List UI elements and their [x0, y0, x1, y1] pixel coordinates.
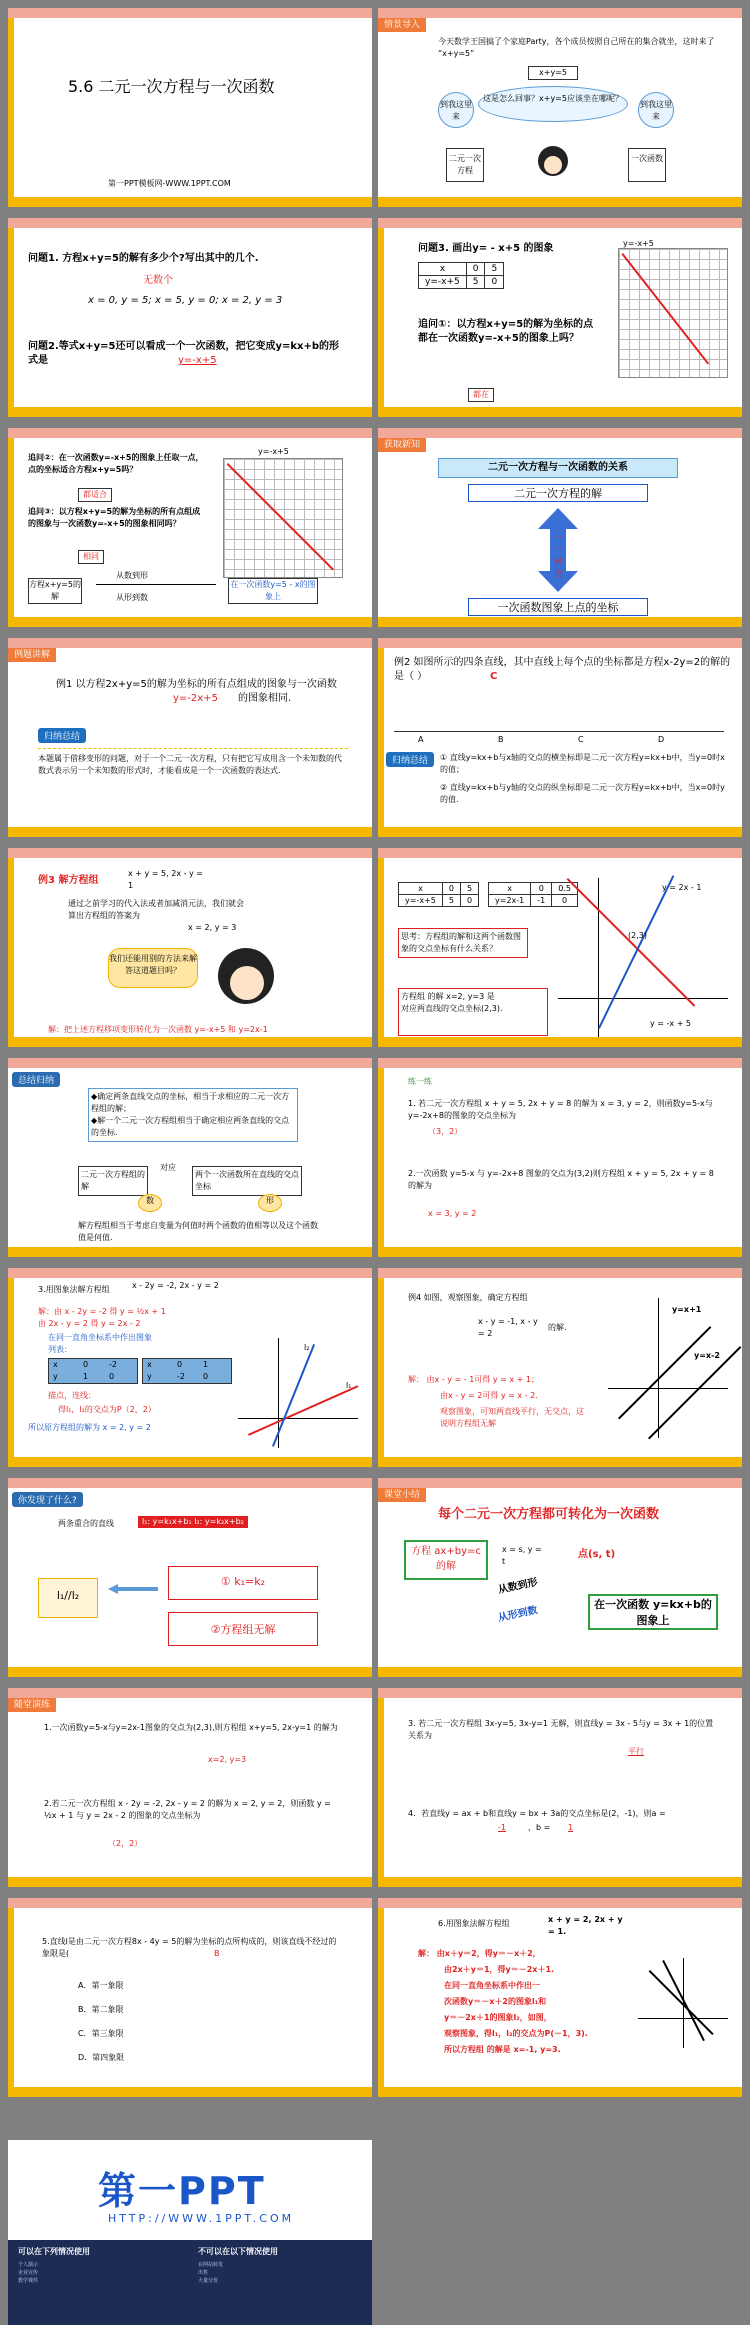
slide-example-4 [378, 1268, 742, 1467]
thought-cloud: 这是怎么回事？x+y=5应该坐在哪呢？ [478, 86, 628, 122]
step-1: 解：由 x - 2y = -2 得 y = ½x + 1 [38, 1307, 166, 1316]
drill-a5: B [214, 1949, 220, 1958]
t2-x1: 0 [531, 883, 552, 895]
col2-item-1: 在网站转发 [198, 2262, 224, 2268]
top-concept-box: 二元一次方程的解 [468, 484, 648, 502]
t1-x2: 5 [460, 883, 478, 895]
slide-example-1 [8, 638, 372, 837]
shape-to-num: 从形到数 [497, 1604, 539, 1625]
example-2-answer: C [490, 671, 498, 682]
col2-item-2: 出售 [198, 2270, 209, 2276]
discover-text: 两条重合的直线 [58, 1519, 114, 1528]
t2-y2: 0 [552, 895, 578, 907]
flow-top-label: 从数到形 [116, 571, 148, 580]
slide-sidebar [8, 18, 14, 197]
label-l1: l₁ [346, 1381, 352, 1390]
t2-y1: -1 [531, 895, 552, 907]
table-line-1 [398, 882, 479, 907]
slide-sidebar [8, 1278, 14, 1457]
tbl-y-head: y=-x+5 [419, 276, 467, 289]
practice-a2: x = 3, y = 2 [428, 1209, 477, 1218]
slide-drill-3 [8, 1898, 372, 2097]
summary-point-1: ① 直线y=kx+b与x轴的交点的横坐标即是二元一次方程y=kx+b中，当y=0时x的值； [440, 753, 725, 774]
tbl1-y2: 0 [109, 1372, 115, 1381]
ppt-logo: 第一PPT [98, 2169, 266, 2213]
slide-drill-4 [378, 1898, 742, 2097]
step-3: 在同一直角坐标系中作出图象 [48, 1333, 152, 1342]
summary-text: 本题属于借移变形的问题，对于一个二元一次方程，只有把它写成用含一个未知数的代数式表示另一个未知数的形式时，才能看成是一个一次函数的表达式. [38, 748, 348, 777]
xing-bubble: 形 [258, 1194, 282, 1212]
tbl2-y1: -2 [177, 1372, 185, 1381]
method-solution: x = 2, y = 3 [188, 923, 237, 932]
x-axis [238, 1418, 358, 1419]
drill-q5: 5.直线l是由二元一次方程8x - 4y = 5的解为坐标的点所构成的，则该直线不经过的象限是( [42, 1937, 337, 1958]
graph-label: y=-x+5 [258, 447, 289, 456]
slide-follow-ups [8, 428, 372, 627]
drill-q6: 6.用图象法解方程组 [438, 1919, 510, 1928]
col1-item-1: 个人演示 [18, 2262, 39, 2268]
slide-header: 随堂演练 [8, 1698, 56, 1712]
line-1 [618, 1326, 711, 1419]
step-2: 由 2x - y = 2 得 y = 2x - 2 [38, 1319, 141, 1328]
flow-right-box: 在一次函数y=5 - x的图象上 [228, 578, 318, 604]
option-d[interactable]: D [658, 735, 665, 744]
question-3: 问题3. 画出y= - x+5 的图象 [418, 243, 554, 254]
follow-up-1: 追问①：以方程x+y=5的解为坐标的点都在一次函数y=-x+5的图象上吗？ [418, 319, 594, 344]
speech-bubble: 我们还能用别的方法来解答这道题目吗？ [108, 948, 198, 988]
summary-points [88, 1088, 298, 1142]
option-1: ① k₁=k₂ [168, 1566, 318, 1600]
step-7: 所以原方程组的解为 x = 2, y = 2 [28, 1423, 151, 1432]
col1-item-3: 教学课件 [18, 2278, 39, 2284]
label-line-1: y=x+1 [672, 1305, 702, 1314]
answer-b: 的解 [427, 992, 444, 1001]
answer-c: x=2, y=3 是 [446, 992, 495, 1001]
tbl2-y: y [147, 1372, 152, 1381]
summary-point-1: ◆确定两条直线交点的坐标，相当于求相应的二元一次方程组的解； [91, 1092, 290, 1113]
tbl-y-1: 5 [466, 276, 485, 289]
tbl1-y: y [53, 1372, 58, 1381]
intro-text: 今天数学王国搞了个家庭Party，各个成员按照自己所在的集合就坐，这时来了 “x+y=5” [438, 37, 715, 58]
slide-sidebar [378, 228, 384, 407]
y-axis [658, 1298, 659, 1438]
option-c[interactable]: C．第三象限 [78, 2029, 124, 2038]
tbl-x-head: x [419, 263, 467, 276]
tbl2-y2: 0 [203, 1372, 209, 1381]
graph-method-q: 3.用图象法解方程组 [38, 1285, 110, 1294]
sol-line-7: 所以方程组 的解是 x=-1, y=3. [444, 2045, 561, 2054]
summary-tag: 总结归纳 [12, 1072, 60, 1087]
four-graphs [394, 692, 724, 732]
slide-header: 例题讲解 [8, 648, 56, 662]
x-axis [638, 2018, 728, 2019]
slide-intersection [378, 848, 742, 1047]
slide-sidebar [378, 858, 384, 1037]
tbl2-x2: 1 [203, 1360, 209, 1369]
example-1-tail: 的图象相同. [238, 693, 292, 704]
answer-a: 方程组 [401, 992, 425, 1001]
option-a[interactable]: A．第一象限 [78, 1981, 124, 1990]
method-text: 通过之前学习的代入法或者加减消元法，我们就会算出方程组的答案为 [68, 899, 244, 920]
slide-drill-2 [378, 1688, 742, 1887]
label-l2: y = -x + 5 [650, 1019, 692, 1028]
line-l1 [649, 1970, 714, 2035]
arrow-to-opt1 [108, 1584, 158, 1594]
slide-sidebar [8, 228, 14, 407]
tbl1-x1: 0 [83, 1360, 89, 1369]
slide-intro [378, 8, 742, 207]
flow-left-box: 方程x+y=5的解 [28, 578, 82, 604]
sol-line-4: 次函数y＝－x＋2的图象l₁和 [444, 1997, 547, 2006]
tbl1-x: x [53, 1360, 58, 1369]
solution-footer: 解：把上述方程移项变形转化为一次函数 y=-x+5 和 y=2x-1 [48, 1025, 268, 1034]
value-table [418, 262, 504, 289]
tbl2-x1: 0 [177, 1360, 183, 1369]
num-to-shape: 从数到形 [497, 1576, 539, 1597]
step-5: 描点，连线： [48, 1391, 96, 1400]
x-axis [608, 1388, 728, 1389]
answer-3: 观察图象，可知两直线平行，无交点，这说明方程组无解 [440, 1407, 584, 1428]
t2-y: y=2x-1 [489, 895, 531, 907]
question-2: 问题2.等式x+y=5还可以看成一个一次函数，把它变成y=kx+b的形式是 [28, 341, 339, 366]
t1-y2: 0 [460, 895, 478, 907]
example-4: 例4 如图，观察图象，确定方程组 [408, 1293, 528, 1302]
option-b[interactable]: B [498, 735, 504, 744]
drill-a1: x=2, y=3 [208, 1755, 247, 1764]
footer-dark-panel [8, 2240, 372, 2325]
follow-up-3-answer: 相同 [78, 550, 104, 564]
summary-title: 每个二元一次方程都可转化为一次函数 [438, 1507, 660, 1522]
practice-a1: （3，2） [428, 1127, 463, 1136]
summary-tag: 归纳总结 [386, 752, 434, 767]
slide-example-3 [8, 848, 372, 1047]
table-2 [142, 1358, 232, 1384]
line-l2 [567, 878, 696, 1007]
discover-eq: l₁: y=k₁x+b₁ l₂: y=k₂x+b₂ [138, 1516, 248, 1528]
tbl2-x: x [147, 1360, 152, 1369]
slide-title-text: 5.6 二元一次方程与一次函数 [68, 77, 275, 96]
slide-sidebar [378, 1908, 384, 2087]
follow-up-3: 追问③：以方程x+y=5的解为坐标的所有点组成的图象与一次函数y=-x+5的图象相同吗？ [28, 507, 201, 528]
example-1-answer: y=-2x+5 [173, 693, 218, 704]
parallel-box: l₁//l₂ [38, 1578, 98, 1618]
drill-q6-system: x + y = 2, 2x + y = 1. [548, 1915, 623, 1936]
solution-set: x = 0, y = 5; x = 5, y = 0; x = 2, y = 3 [88, 295, 283, 306]
mapping-label: 一一对应 [554, 533, 562, 578]
tbl-x-1: 0 [466, 263, 485, 276]
col2-title: 不可以在以下情况使用 [198, 2247, 278, 2256]
option-b[interactable]: B．第二象限 [78, 2005, 124, 2014]
step-6: 得l₁，l₂的交点为P（2，2） [58, 1405, 156, 1414]
sol-line-6: 观察图象，得l₁，l₂的交点为P(－1，3). [444, 2029, 588, 2038]
drill-q2: 2.若二元一次方程组 x - 2y = -2, 2x - y = 2 的解为 x = 2, y = 2，则函数 y = ½x + 1 与 y = 2x - 2 的图象的交点坐标为 [44, 1799, 331, 1820]
solution-sys: x = s, y = t [502, 1545, 542, 1566]
t1-x: x [399, 883, 443, 895]
drill-q1: 1.一次函数y=5-x与y=2x-1图象的交点为(2,3),则方程组 x+y=5, 2x-y=1 的解为 [44, 1723, 338, 1732]
slide-header: 获取新知 [378, 438, 426, 452]
t1-y: y=-x+5 [399, 895, 443, 907]
answer-1: 解： 由x - y = - 1可得 y = x + 1； [408, 1375, 539, 1384]
function-box: 在一次函数 y=kx+b的图象上 [588, 1594, 718, 1630]
col2-item-3: 大量分发 [198, 2278, 219, 2284]
slide-question-3 [378, 218, 742, 417]
option-2: ②方程组无解 [168, 1612, 318, 1646]
solution-graph [638, 1958, 728, 2048]
follow-up-2: 追问②：在一次函数y=-x+5的图象上任取一点，点的坐标适合方程x+y=5吗？ [28, 453, 204, 474]
t2-x: x [489, 883, 531, 895]
slide-practice [378, 1058, 742, 1257]
girl-face [544, 156, 562, 174]
drill-q4: 4．若直线y = ax + b和直线y = bx + 3a的交点坐标是(2，-1)，则a = [408, 1809, 666, 1818]
option-d[interactable]: D．第四象限 [78, 2053, 125, 2062]
graph-label: y=-x+5 [623, 239, 654, 248]
shu-bubble: 数 [138, 1194, 162, 1212]
right-relation-box: 两个一次函数所在直线的交点坐标 [192, 1166, 302, 1196]
practice-q2: 2.一次函数 y=5-x 与 y=-2x+8 图象的交点为(3,2)则方程组 x + y = 5, 2x + y = 8 的解为 [408, 1169, 714, 1190]
example-1: 例1 以方程2x+y=5的解为坐标的所有点组成的图象与一次函数 [56, 679, 337, 690]
step-4: 列表： [48, 1345, 72, 1354]
option-c[interactable]: C [578, 735, 584, 744]
line-l1 [248, 1385, 358, 1436]
answer-2: y=-x+5 [178, 355, 217, 366]
slide-title [8, 8, 372, 207]
col1-item-2: 企业宣传 [18, 2270, 39, 2276]
example-3: 例3 解方程组 [38, 875, 99, 886]
option-a[interactable]: A [418, 735, 424, 744]
answer-1: 无数个 [143, 275, 173, 286]
slide-header: 课堂小结 [378, 1488, 426, 1502]
relation-label: 对应 [160, 1163, 176, 1172]
y-axis [598, 878, 599, 1038]
relation-title: 二元一次方程与一次函数的关系 [438, 458, 678, 478]
slide-sidebar [378, 1278, 384, 1457]
slide-questions-1-2 [8, 218, 372, 417]
example-3-system: x + y = 5, 2x - y = 1 [128, 869, 203, 890]
point-label: (2,3) [628, 931, 647, 940]
practice-q1: 1. 若二元一次方程组 x + y = 5, 2x + y = 8 的解为 x = 3, y = 2，则函数y=5-x与y=-2x+8的图象的交点坐标为 [408, 1099, 713, 1120]
follow-up-1-answer: 都在 [468, 388, 494, 402]
tbl1-x2: -2 [109, 1360, 117, 1369]
example-2: 例2 如图所示的四条直线，其中直线上每个点的坐标都是方程x-2y=2的解的是（ ） [394, 657, 731, 682]
answer-d: 对应两直线的交点坐标(2,3). [401, 1004, 503, 1013]
slide-header: 情景导入 [378, 18, 426, 32]
slide-class-summary [378, 1478, 742, 1677]
slide-header: 练一练 [408, 1077, 432, 1086]
parallel-graph [608, 1298, 728, 1438]
left-relation-box: 二元一次方程组的解 [78, 1166, 148, 1196]
line-l1 [598, 875, 674, 1029]
slide-sidebar [8, 438, 14, 617]
intersection-graph [558, 878, 728, 1038]
slide-summary [8, 1058, 372, 1257]
label-l2: l₂ [304, 1343, 310, 1352]
example-4-tail: 的解. [548, 1323, 567, 1332]
slide-sidebar [378, 1068, 384, 1247]
col1-title: 可以在下列情况使用 [18, 2247, 90, 2256]
follow-up-2-answer: 都适合 [78, 488, 112, 502]
slide-sidebar [8, 1908, 14, 2087]
drill-a4a: -1 [498, 1823, 506, 1832]
footer-page [8, 2140, 372, 2325]
slide-sidebar [378, 648, 384, 827]
x-axis [558, 998, 728, 999]
left-cloud: 到我这里来 [438, 92, 474, 128]
example-4-system: x - y = -1, x - y = 2 [478, 1317, 538, 1338]
answer-box [398, 988, 548, 1036]
t1-x1: 0 [442, 883, 460, 895]
flow-arrow-right [96, 584, 216, 585]
slide-footer-text: 第一PPT模板网-WWW.1PPT.COM [108, 179, 231, 188]
drill-q4b: ，b = [528, 1823, 551, 1832]
right-cloud: 到我这里来 [638, 92, 674, 128]
label-line-2: y=x-2 [694, 1351, 720, 1360]
ppt-url[interactable]: HTTP://WWW.1PPT.COM [108, 2212, 295, 2225]
sol-line-3: 在同一直角坐标系中作出一 [444, 1981, 540, 1990]
drill-a4b: 1 [568, 1823, 574, 1832]
summary-point-2: ◆解一个二元一次方程组相当于确定相应两条直线的交点的坐标. [91, 1116, 290, 1137]
drill-q3: 3. 若二元一次方程组 3x-y=5, 3x-y=1 无解，则直线y = 3x - 5与y = 3x + 1的位置关系为 [408, 1719, 714, 1740]
slide-discover [8, 1478, 372, 1677]
sol-line-1: 解： 由x＋y＝2，得y＝－x＋2， [418, 1949, 541, 1958]
slide-sidebar [378, 1698, 384, 1877]
solution-graph [238, 1338, 358, 1448]
sol-line-2: 由2x＋y＝1，得y＝－2x＋1. [444, 1965, 555, 1974]
tbl-y-2: 0 [485, 276, 504, 289]
slide-drill-1 [8, 1688, 372, 1887]
tbl1-y1: 1 [83, 1372, 89, 1381]
graph-method-system: x - 2y = -2, 2x - y = 2 [132, 1281, 219, 1290]
think-box: 思考：方程组的解和这两个函数图象的交点坐标有什么关系？ [398, 928, 528, 958]
t1-y1: 5 [442, 895, 460, 907]
drill-a2: （2，2） [108, 1839, 143, 1848]
summary-bottom: 解方程组相当于考虑自变量为何值时两个函数的值相等以及这个函数值是何值. [78, 1221, 318, 1242]
label-l1: y = 2x - 1 [662, 883, 702, 892]
question-1: 问题1. 方程x+y=5的解有多少个?写出其中的几个. [28, 253, 259, 264]
bottom-concept-box: 一次函数图象上点的坐标 [468, 598, 648, 616]
slide-example-2 [378, 638, 742, 837]
eq-box: x+y=5 [528, 66, 578, 80]
equation-box: 方程 ax+by=c 的解 [404, 1540, 488, 1580]
table-1 [48, 1358, 138, 1384]
right-category: 一次函数 [628, 148, 666, 182]
girl-face [230, 966, 264, 1000]
answer-2: 由x - y = 2可得 y = x - 2. [440, 1391, 538, 1400]
slide-new-knowledge [378, 428, 742, 627]
tbl-x-2: 5 [485, 263, 504, 276]
t2-x2: 0.5 [552, 883, 578, 895]
point-label: 点(s, t) [578, 1549, 616, 1560]
summary-tag: 归纳总结 [38, 728, 86, 743]
slide-sidebar [8, 858, 14, 1037]
slide-header: 你发现了什么? [12, 1492, 83, 1507]
summary-point-2: ② 直线y=kx+b与y轴的交点的纵坐标即是二元一次方程y=kx+b中，当x=0时y的值. [440, 783, 725, 804]
sol-line-5: y＝－2x＋1的图象l₂，如图， [444, 2013, 552, 2022]
drill-a3: 平行 [628, 1747, 644, 1756]
slide-graph-method [8, 1268, 372, 1467]
flow-bottom-label: 从形到数 [116, 593, 148, 602]
left-category: 二元一次方程 [446, 148, 484, 182]
